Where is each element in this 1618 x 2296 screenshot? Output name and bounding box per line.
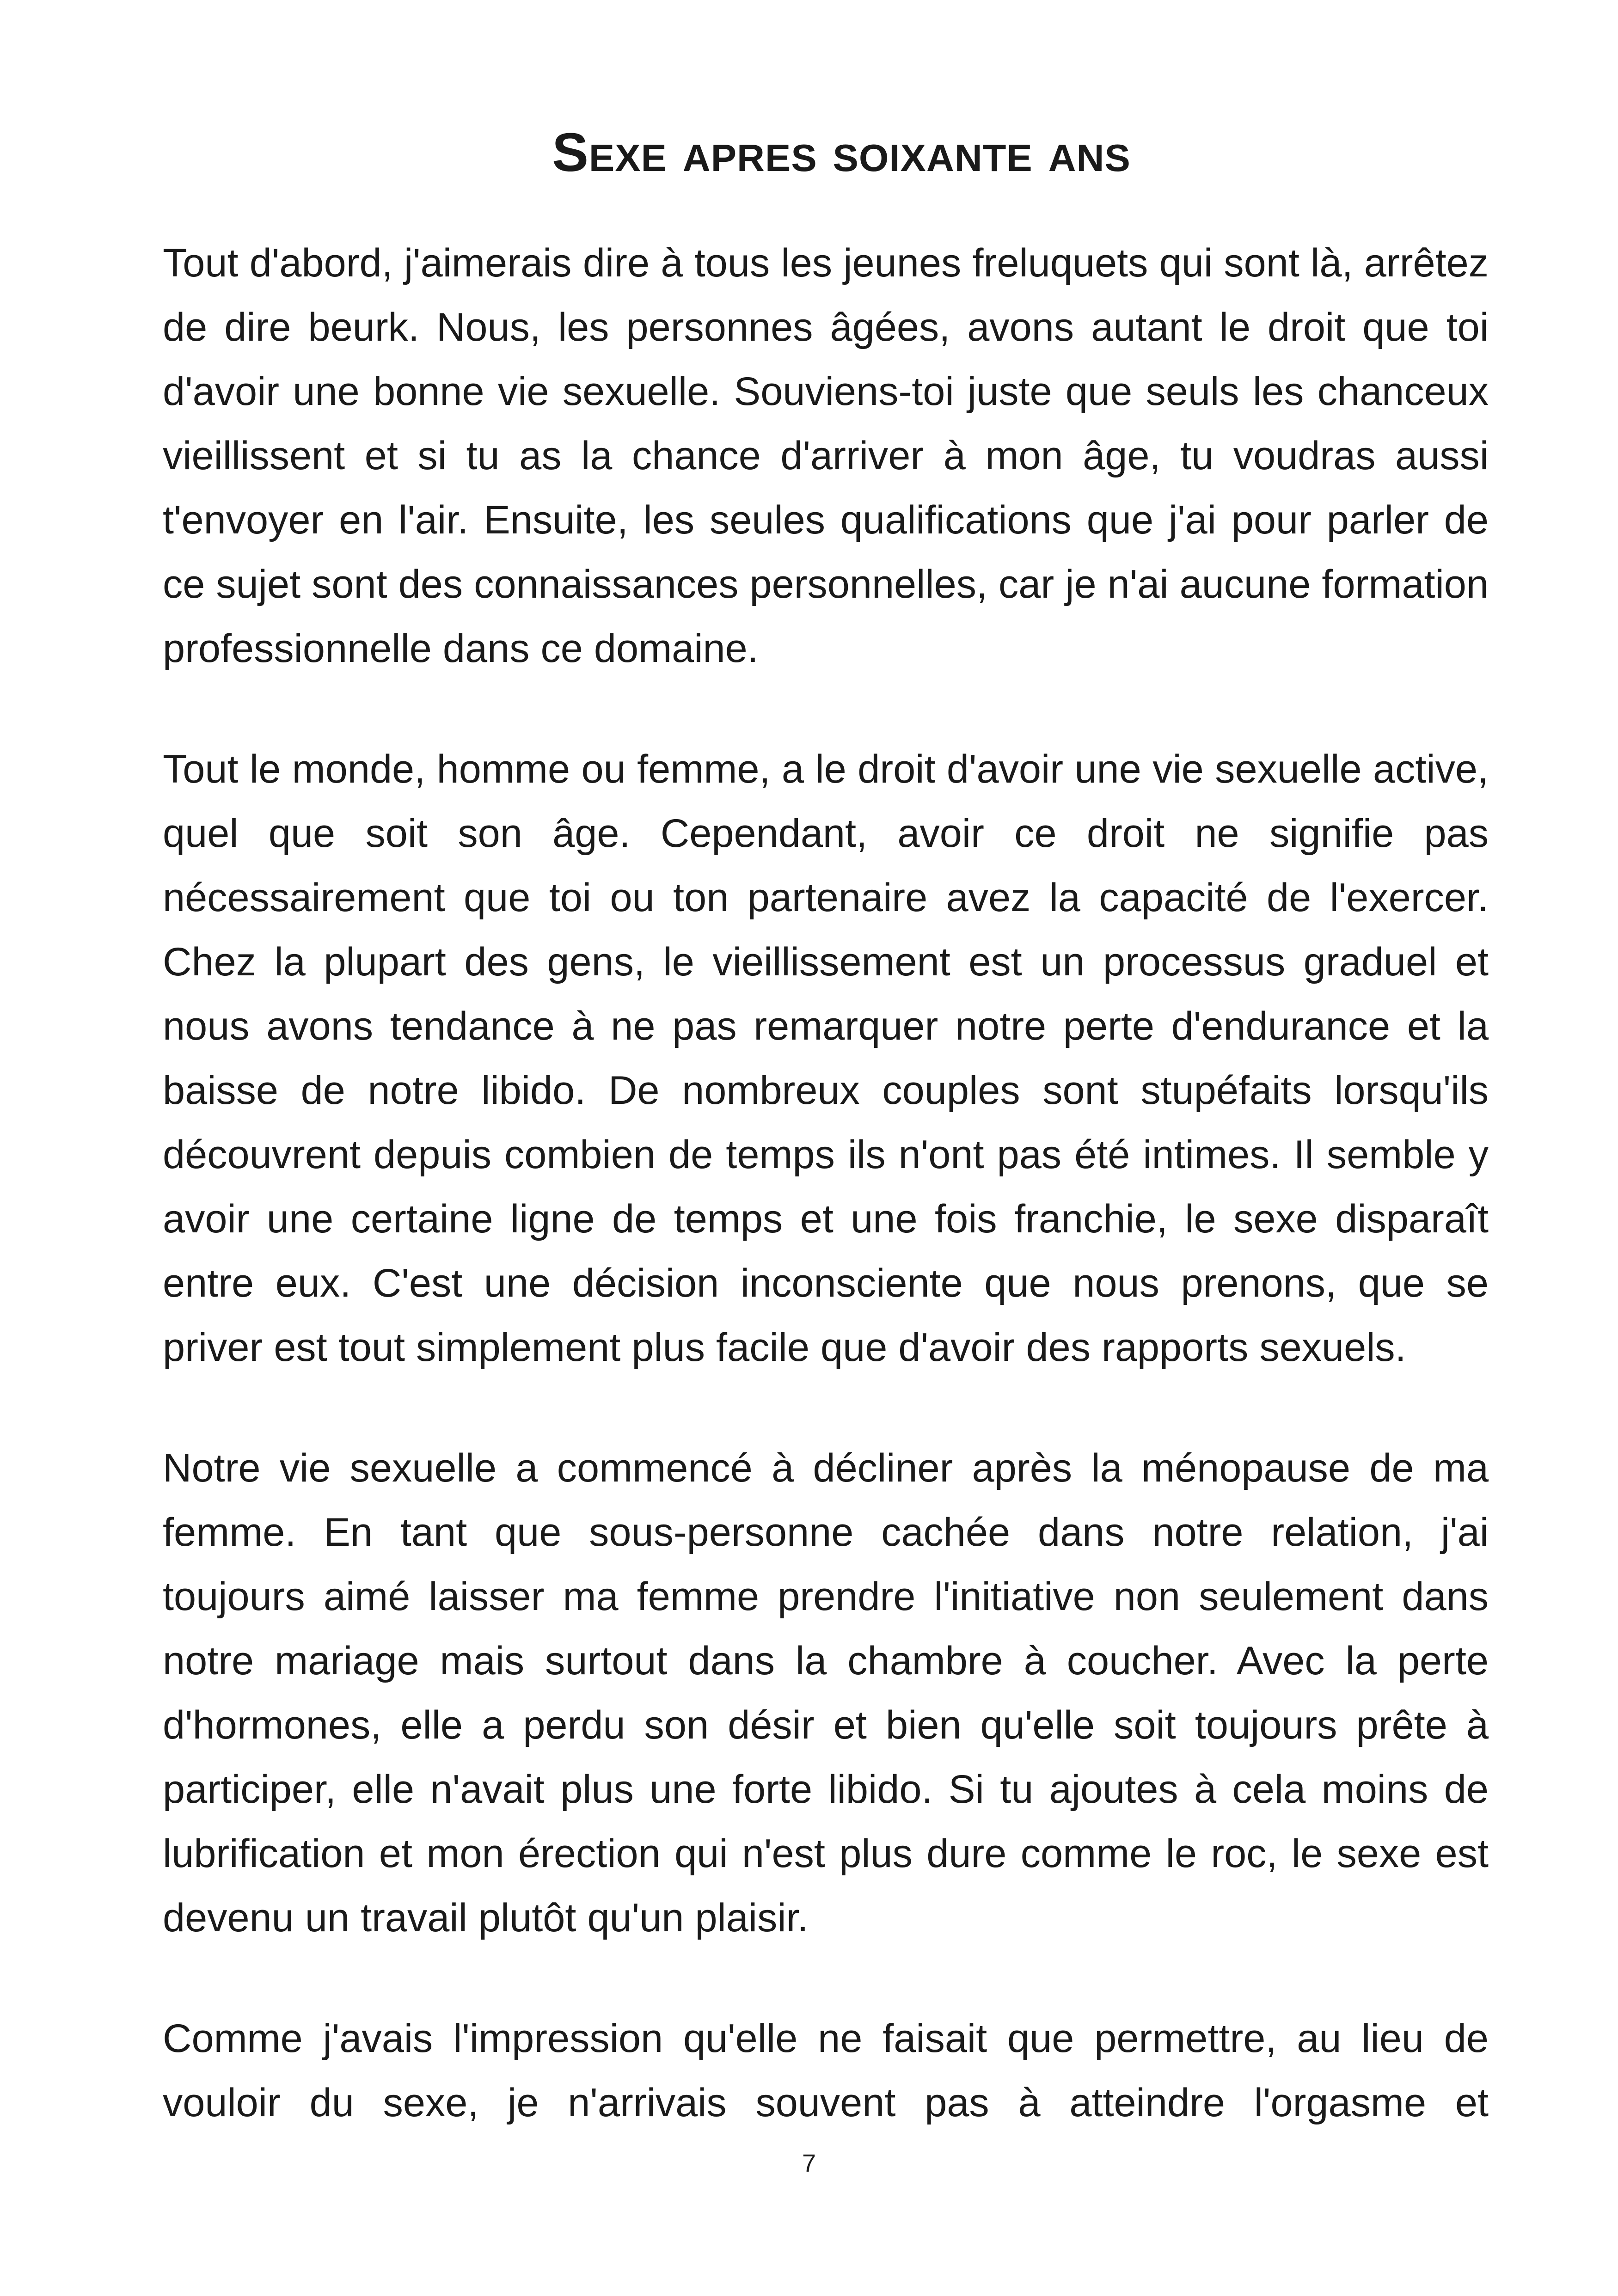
page-title: Sexe apres soixante ans [552,122,1131,183]
page-number: 7 [802,2149,816,2177]
paragraph-1: Tout d'abord, j'aimerais dire à tous les jeunes freluquets qui sont là, arrêtez de dire beurk. Nous, les personnes âgées, avons autant le droit que toi d'avoir une bonne vie sexuelle. Souviens-toi juste que seuls les chanceux vieillissent et si tu as la chance d'arriver à mon âge, tu voudras aussi t'envoyer en l'air. Ensuite, les seules qualifications que j'ai pour parler de ce sujet sont des connaissances personnelles, car je n'ai aucune formation professionnelle dans ce domaine. [163,241,1489,671]
paragraph-2: Tout le monde, homme ou femme, a le droit d'avoir une vie sexuelle active, quel que soit son âge. Cependant, avoir ce droit ne signifie pas nécessairement que toi ou ton partenaire avez la capacité de l'exercer. Chez la plupart des gens, le vieillissement est un processus graduel et nous avons tendance à ne pas remarquer notre perte d'endurance et la baisse de notre libido. De nombreux couples sont stupéfaits lorsqu'ils découvrent depuis combien de temps ils n'ont pas été intimes. Il semble y avoir une certaine ligne de temps et une fois franchie, le sexe disparaît entre eux. C'est une décision inconsciente que nous prenons, que se priver est tout simplement plus facile que d'avoir des rapports sexuels. [163,747,1489,1370]
body-text [163,231,1489,2135]
paragraph-3: Notre vie sexuelle a commencé à décliner après la ménopause de ma femme. En tant que sous-personne cachée dans notre relation, j'ai toujours aimé laisser ma femme prendre l'initiative non seulement dans notre mariage mais surtout dans la chambre à coucher. Avec la perte d'hormones, elle a perdu son désir et bien qu'elle soit toujours prête à participer, elle n'avait plus une forte libido. Si tu ajoutes à cela moins de lubrification et mon érection qui n'est plus dure comme le roc, le sexe est devenu un travail plutôt qu'un plaisir. [163,1446,1489,1940]
paragraph-4: Comme j'avais l'impression qu'elle ne faisait que permettre, au lieu de vouloir du sexe, je n'arrivais souvent pas à atteindre l'orgasme et [163,2016,1489,2125]
